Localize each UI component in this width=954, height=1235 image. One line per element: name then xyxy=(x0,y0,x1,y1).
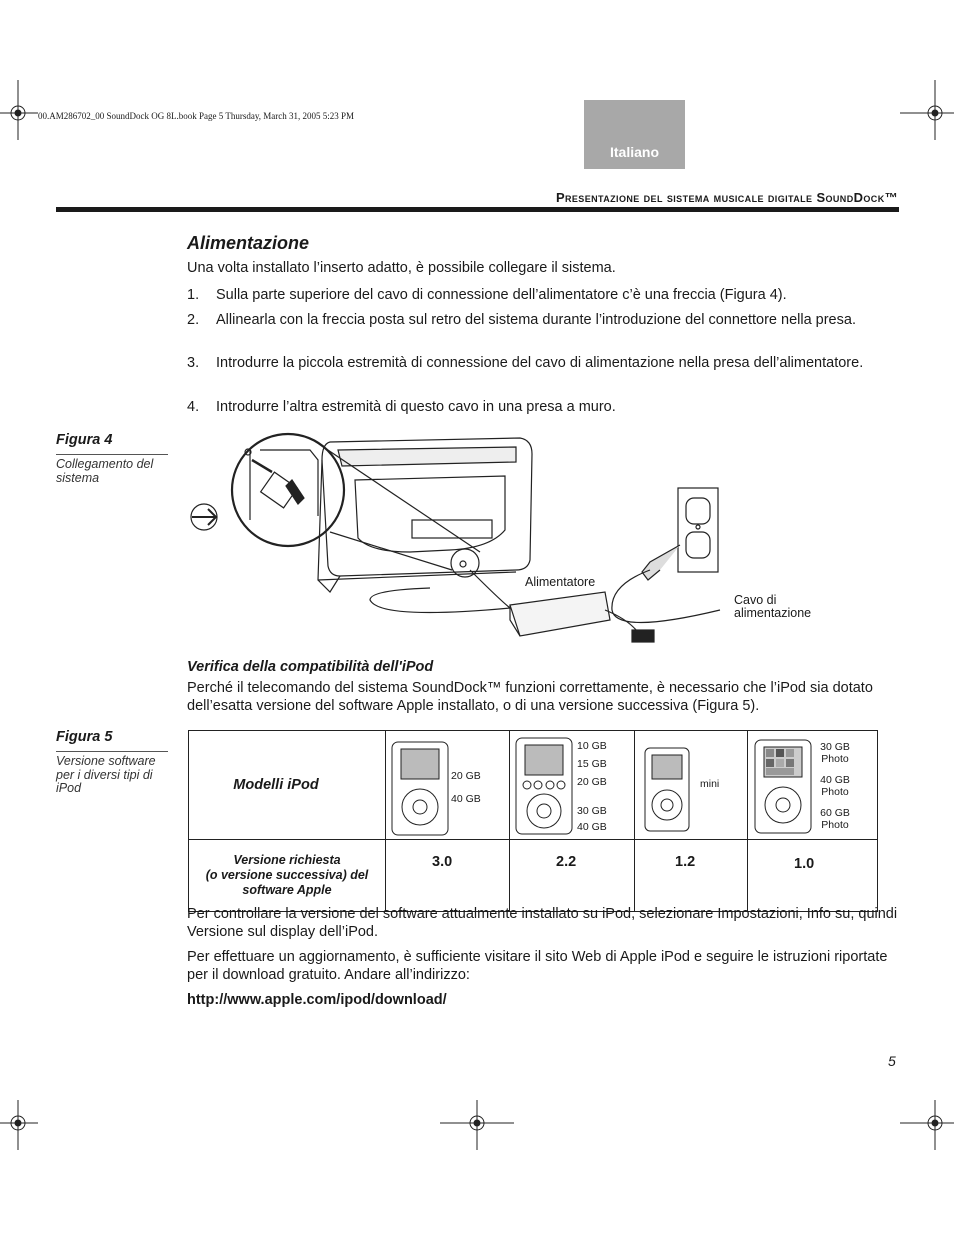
version-header xyxy=(189,853,385,898)
version-header-cell xyxy=(189,840,386,912)
ipod-mini-icon xyxy=(644,747,690,832)
crop-mark-bottom-left xyxy=(0,1100,38,1150)
ipod-photo-icon xyxy=(754,739,812,834)
figure-4-label: Figura 4 xyxy=(56,432,113,448)
step-number: 2. xyxy=(187,312,200,328)
callout-power-supply: Alimentatore xyxy=(525,575,596,589)
download-url[interactable]: http://www.apple.com/ipod/download/ xyxy=(187,992,447,1008)
callout-power-cord-line1: Cavo di xyxy=(734,593,777,607)
header-rule xyxy=(56,207,899,212)
capacity-label: 20 GB xyxy=(451,770,481,782)
compatibility-subheading: Verifica della compatibilità dell'iPod xyxy=(187,659,434,675)
check-version-paragraph: Per controllare la versione del software attualmente installato su iPod, selezionare Impostazioni, Info su, quindi Versione sul display dell’iPod. xyxy=(187,906,898,940)
figure-5-rule xyxy=(56,751,168,752)
capacity-label: mini xyxy=(700,778,720,790)
crop-mark-bottom-center xyxy=(440,1100,514,1150)
version-value: 1.2 xyxy=(675,854,696,870)
connection-diagram xyxy=(180,420,740,660)
section-title: Presentazione del sistema musicale digitale SoundDock™ xyxy=(555,190,898,205)
page-number: 5 xyxy=(888,1053,896,1069)
step-number: 4. xyxy=(187,399,200,415)
version-value: 3.0 xyxy=(432,854,453,870)
step-text: Allinearla con la freccia posta sul retro del sistema durante l’introduzione del connettore nella presa. xyxy=(216,312,856,328)
crop-mark-top-right xyxy=(900,80,954,140)
crop-mark-bottom-right xyxy=(900,1100,954,1150)
table-row xyxy=(189,840,878,912)
figure-5-label: Figura 5 xyxy=(56,729,113,745)
step-text: Introdurre la piccola estremità di connessione del cavo di alimentazione nella presa dell’alimentatore. xyxy=(216,355,864,371)
capacity-label: 40 GB xyxy=(451,793,481,805)
version-header-line: software Apple xyxy=(242,883,332,897)
figure-4-rule xyxy=(56,454,168,455)
version-header-line: (o versione successiva) del xyxy=(205,868,369,882)
capacity-label: 10 GB xyxy=(577,740,607,752)
crop-mark-top-left xyxy=(0,80,38,140)
update-paragraph: Per effettuare un aggiornamento, è sufficiente visitare il sito Web di Apple iPod e seguire le istruzioni riportate per il download gratuito. Andare all’indirizzo: xyxy=(187,949,888,983)
print-header: 00.AM286702_00 SoundDock OG 8L.book Page 5 Thursday, March 31, 2005 5:23 PM xyxy=(38,111,354,121)
capacity-label: Photo xyxy=(821,786,849,798)
capacity-label: Photo xyxy=(821,753,849,765)
figure-4-caption: Collegamento del sistema xyxy=(56,457,154,485)
version-value: 2.2 xyxy=(556,854,577,870)
language-tab xyxy=(584,100,685,169)
version-cell xyxy=(510,840,635,912)
models-header-cell xyxy=(189,731,386,840)
step-text: Sulla parte superiore del cavo di connessione dell’alimentatore c’è una freccia (Figura 4). xyxy=(216,287,787,303)
language-tab-label: Italiano xyxy=(609,144,659,160)
intro-paragraph: Una volta installato l’inserto adatto, è possibile collegare il sistema. xyxy=(187,260,616,276)
capacity-label: 30 GB xyxy=(577,805,607,817)
compatibility-paragraph: Perché il telecomando del sistema SoundDock™ funzioni correttamente, è necessario che l’iPod sia dotato dell’esatta versione del software Apple installato, o di una versione successiva (Figura 5). xyxy=(187,680,873,714)
ipod-cell-4 xyxy=(748,731,878,840)
ipod-compatibility-table xyxy=(188,730,878,912)
table-row xyxy=(189,731,878,840)
version-cell xyxy=(635,840,748,912)
ipod-cell-3 xyxy=(635,731,748,840)
section-heading: Alimentazione xyxy=(187,233,310,253)
capacity-label: 20 GB xyxy=(577,776,607,788)
version-value: 1.0 xyxy=(794,856,815,872)
capacity-label: 15 GB xyxy=(577,758,607,770)
version-cell xyxy=(748,840,878,912)
ipod-cell-2 xyxy=(510,731,635,840)
ipod-cell-1 xyxy=(386,731,510,840)
step-number: 1. xyxy=(187,287,200,303)
wall-outlet xyxy=(678,488,718,572)
port-zoom-circle xyxy=(451,549,479,577)
capacity-label: 60 GB xyxy=(820,807,850,819)
figure-5-caption: Versione software per i diversi tipi di iPod xyxy=(56,754,156,795)
capacity-label: 40 GB xyxy=(820,774,850,786)
version-header-line: Versione richiesta xyxy=(233,853,341,867)
power-adapter xyxy=(510,592,610,636)
version-cell xyxy=(386,840,510,912)
capacity-label: 30 GB xyxy=(820,741,850,753)
ipod-3g-icon xyxy=(515,737,573,835)
capacity-label: 40 GB xyxy=(577,821,607,833)
step-number: 3. xyxy=(187,355,200,371)
callout-power-cord-line2: alimentazione xyxy=(734,606,812,620)
capacity-label: Photo xyxy=(821,819,849,831)
ipod-4g-icon xyxy=(391,741,449,836)
step-text: Introdurre l’altra estremità di questo cavo in una presa a muro. xyxy=(216,399,616,415)
models-header: Modelli iPod xyxy=(233,777,319,793)
